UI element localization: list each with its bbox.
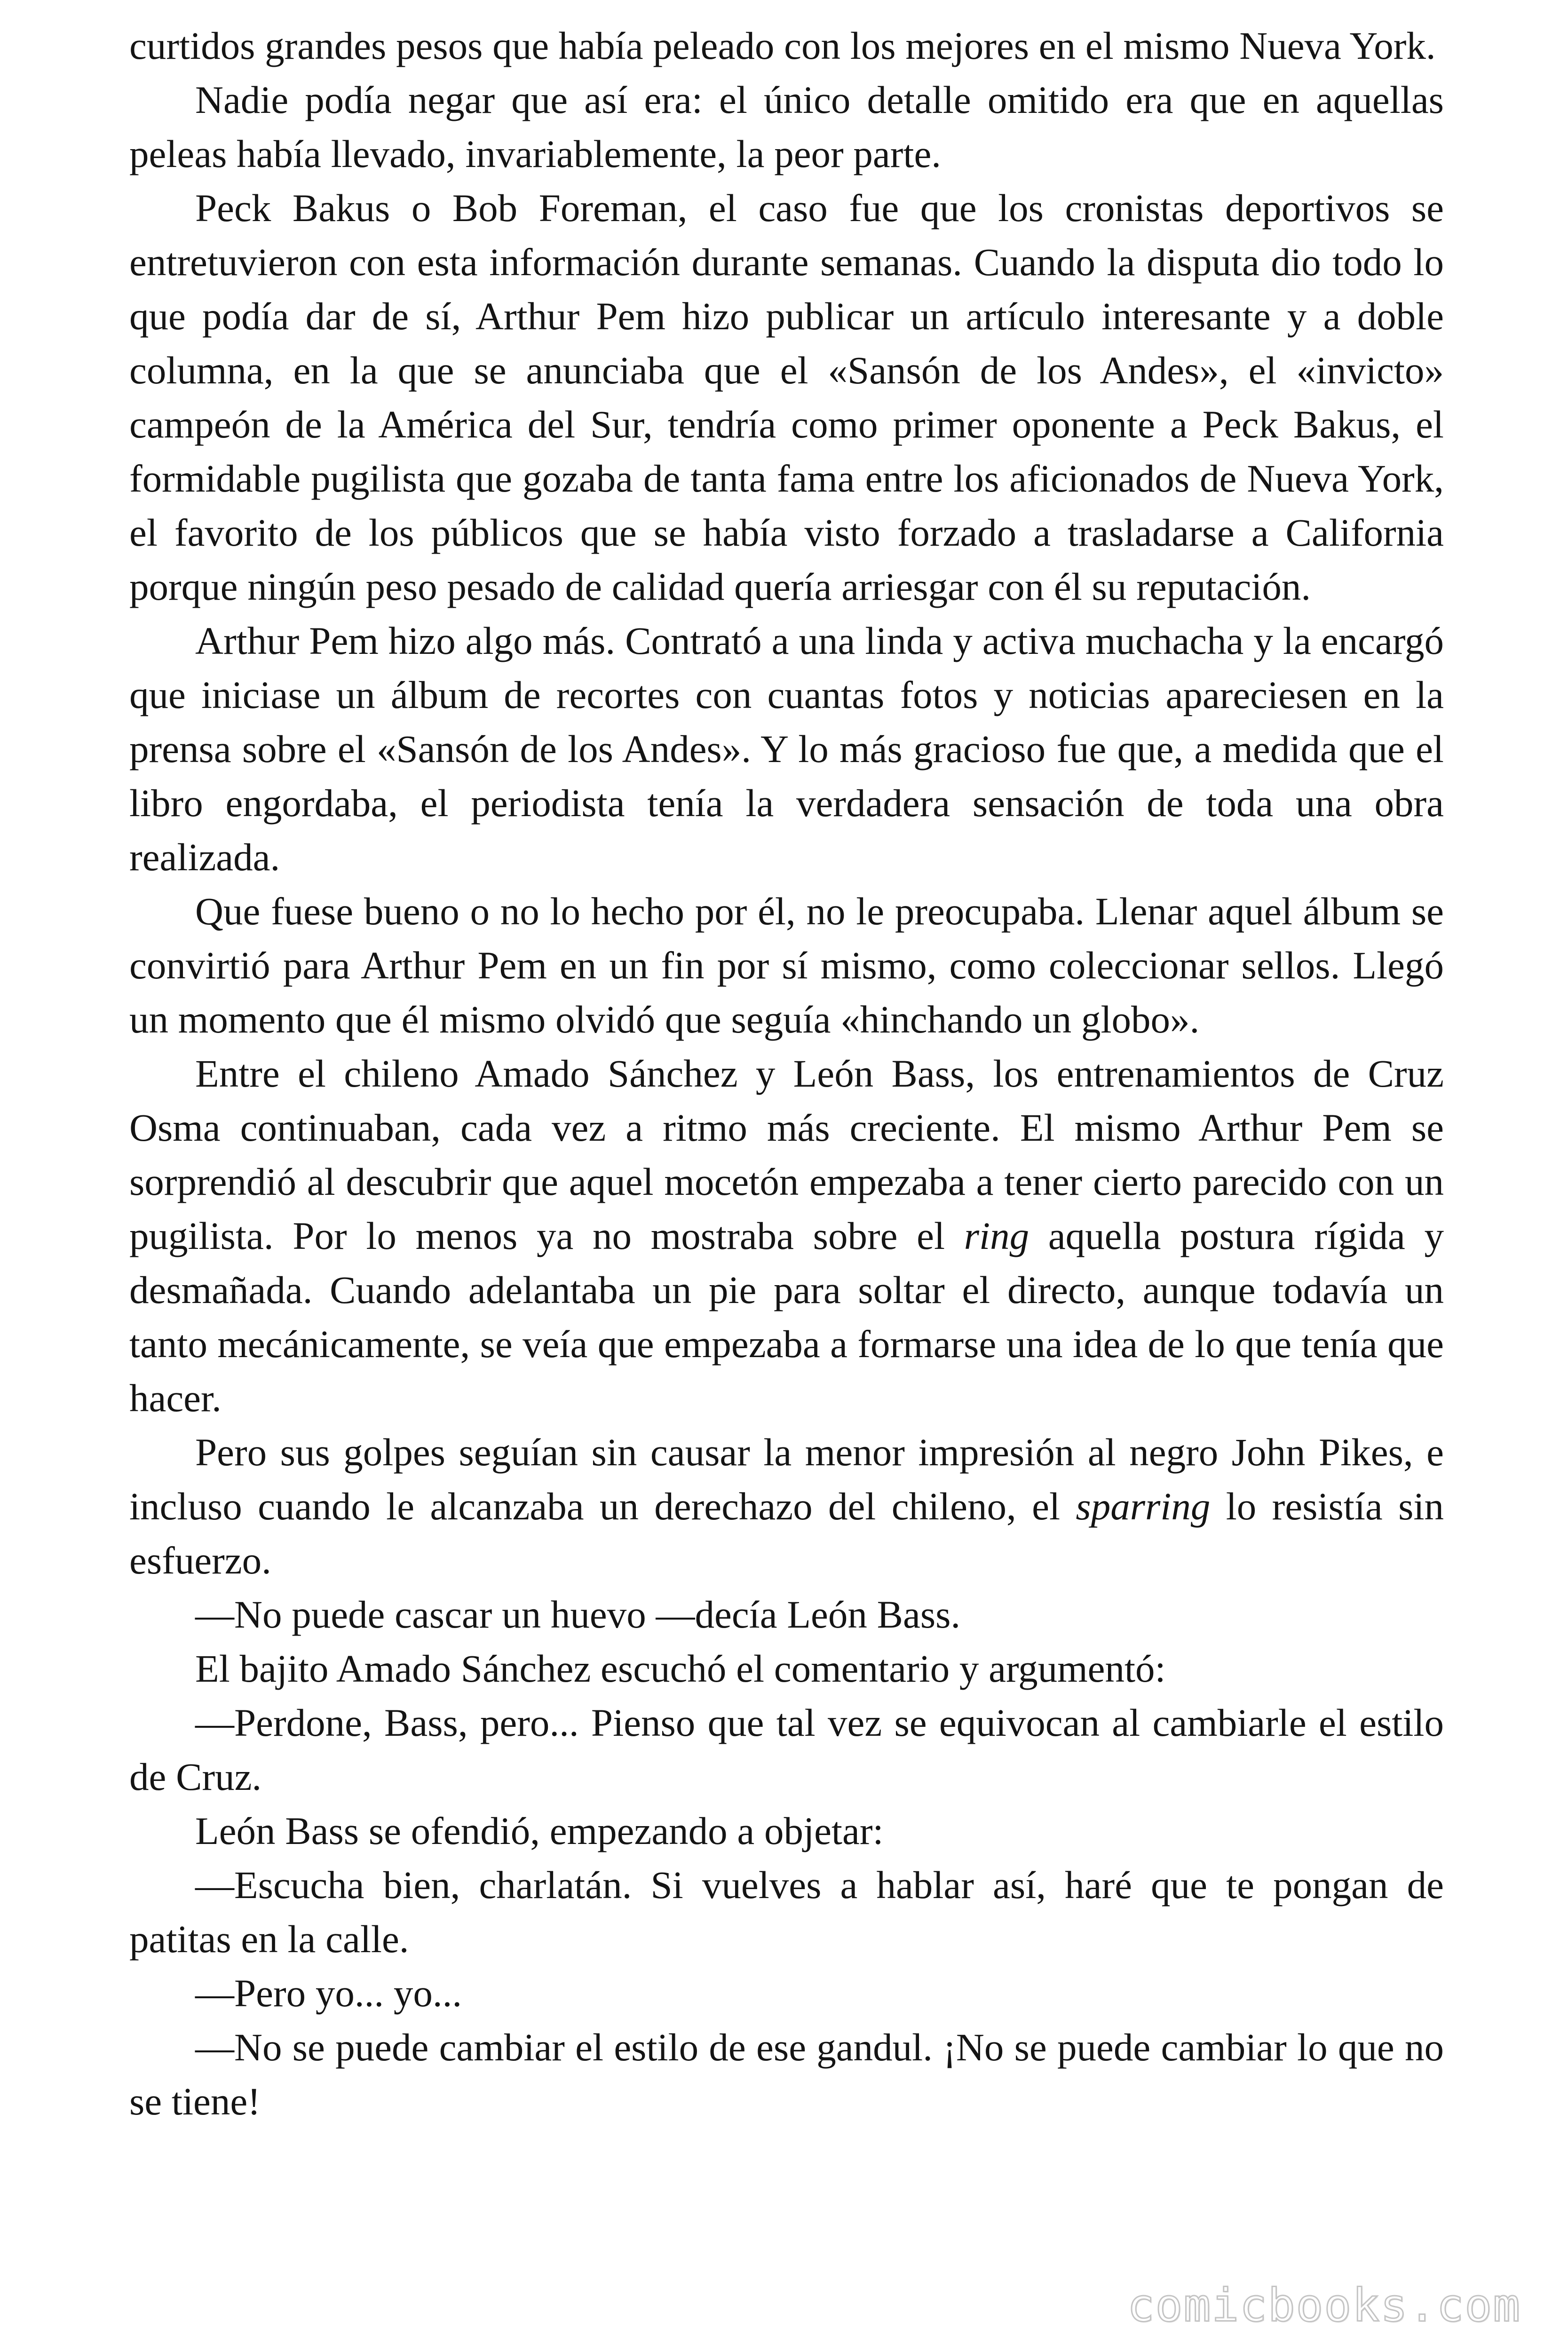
body-text [129,19,1444,2129]
paragraph: Peck Bakus o Bob Foreman, el caso fue que los cronistas deportivos se entretuvieron con esta información durante semanas. Cuando la disputa dio todo lo que podía dar de sí, Arthur Pem hizo publicar un artículo interesante y a doble columna, en la que se anunciaba que el «Sansón de los Andes», el «invicto» campeón de la América del Sur, tendría como primer oponente a Peck Bakus, el formidable pugilista que gozaba de tanta fama entre los aficionados de Nueva York, el favorito de los públicos que se había visto forzado a trasladarse a California porque ningún peso pesado de calidad quería arriesgar con él su reputación. [129,186,1444,608]
paragraph: León Bass se ofendió, empezando a objetar: [195,1809,884,1852]
watermark: comicbooks.com [1127,2279,1521,2332]
italic-word: sparring [1076,1485,1211,1528]
paragraph [129,1425,1444,1588]
paragraph-segment: aquella postura rígida y desmañada. Cuando adelantaba un pie para soltar el directo, aunque todavía un tanto mecánicamente, se veía que empezaba a formarse una idea de lo que tenía que hacer. [129,1214,1444,1420]
italic-word: ring [964,1214,1029,1257]
paragraph-segment: Pero sus golpes seguían sin causar la menor impresión al negro John Pikes, e incluso cuando le alcanzaba un derechazo del chileno, el [129,1430,1444,1528]
paragraph: Nadie podía negar que así era: el único detalle omitido era que en aquellas peleas había llevado, invariablemente, la peor parte. [129,78,1444,175]
paragraph: —Pero yo... yo... [195,1971,462,2015]
paragraph: El bajito Amado Sánchez escuchó el comentario y argumentó: [195,1647,1166,1690]
paragraph [129,1047,1444,1425]
paragraph: —No puede cascar un huevo —decía León Bass. [195,1593,961,1636]
paragraph: —Escucha bien, charlatán. Si vuelves a hablar así, haré que te pongan de patitas en la calle. [129,1863,1444,1961]
paragraph-segment: lo resistía sin esfuerzo. [129,1485,1444,1582]
paragraph: —Perdone, Bass, pero... Pienso que tal vez se equivocan al cambiarle el estilo de Cruz. [129,1701,1444,1798]
paragraph: Arthur Pem hizo algo más. Contrató a una linda y activa muchacha y la encargó que iniciase un álbum de recortes con cuantas fotos y noticias apareciesen en la prensa sobre el «Sansón de los Andes». Y lo más gracioso fue que, a medida que el libro engordaba, el periodista tenía la verdadera sensación de toda una obra realizada. [129,619,1444,879]
paragraph: curtidos grandes pesos que había peleado con los mejores en el mismo Nueva York. [129,24,1436,67]
paragraph: Que fuese bueno o no lo hecho por él, no le preocupaba. Llenar aquel álbum se convirtió para Arthur Pem en un fin por sí mismo, como coleccionar sellos. Llegó un momento que él mismo olvidó que seguía «hinchando un globo». [129,890,1444,1041]
paragraph-segment: Entre el chileno Amado Sánchez y León Bass, los entrenamientos de Cruz Osma continuaban, cada vez a ritmo más creciente. El mismo Arthur Pem se sorprendió al descubrir que aquel mocetón empezaba a tener cierto parecido con un pugilista. Por lo menos ya no mostraba sobre el [129,1052,1444,1257]
paragraph: —No se puede cambiar el estilo de ese gandul. ¡No se puede cambiar lo que no se tiene! [129,2026,1444,2123]
